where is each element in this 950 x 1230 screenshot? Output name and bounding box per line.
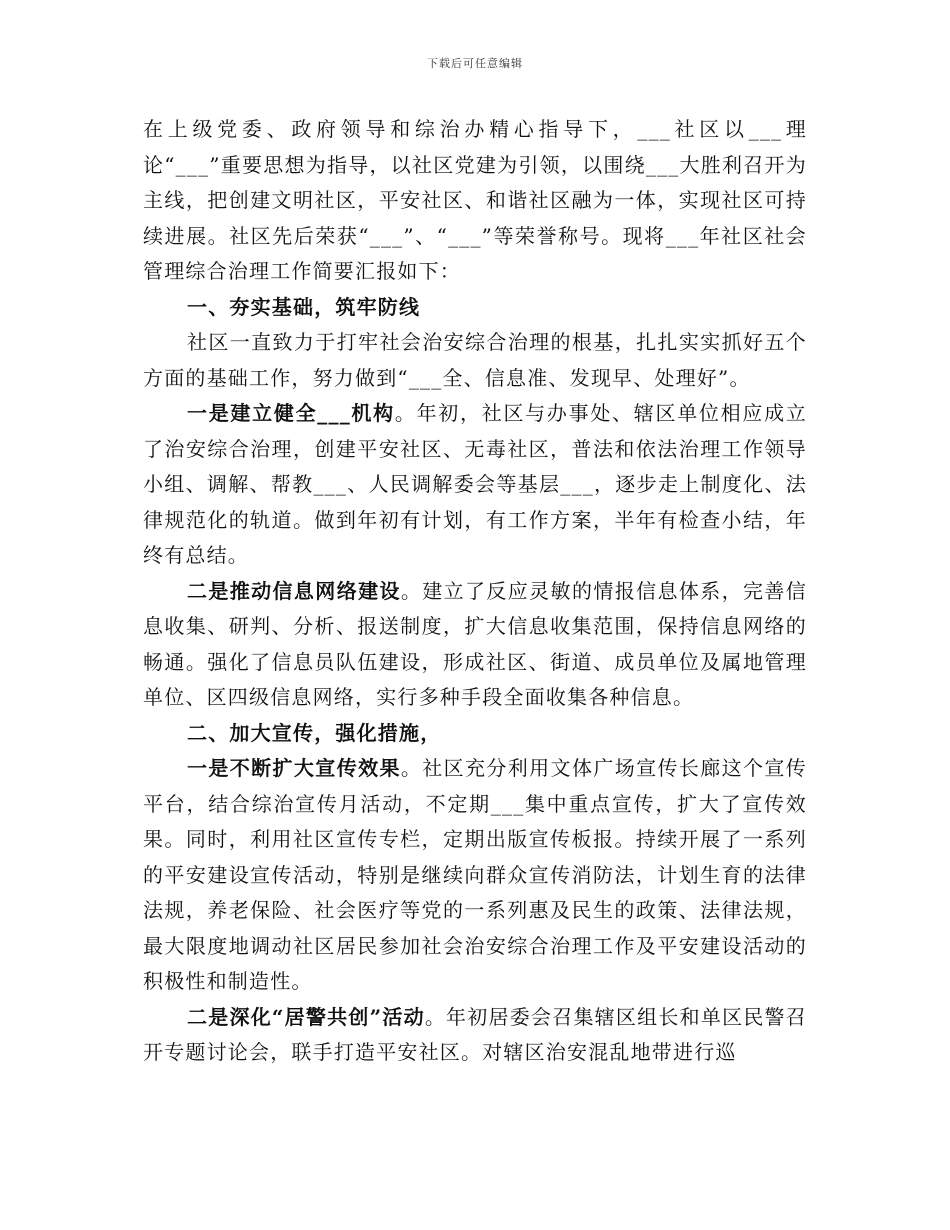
section-heading-2: 二、加大宣传，强化措施，	[187, 720, 442, 745]
paragraph-lead: 二是深化“居警共创”活动	[187, 1004, 425, 1029]
paragraph-text: 。建立了反应灵敏的情报信息体系，完善信息收集、研判、分析、报送制度，扩大信息收集范围，保持信息网络的畅通。强化了信息员队伍建设，形成社区、街道、成员单位及属地管理单位、区四级信息网络，实行多种手段全面收集各种信息。	[143, 578, 807, 709]
section-heading-1: 一、夯实基础，筑牢防线	[187, 294, 421, 319]
intro-paragraph: 在上级党委、政府领导和综治办精心指导下，___社区以___理论“___”重要思想为指导，以社区党建为引领，以围绕___大胜利召开为主线，把创建文明社区，平安社区、和谐社区融为一体，实现社区可持续进展。社区先后荣获“___”、“___”等荣誉称号。现将___年社区社会管理综合治理工作简要汇报如下：	[143, 117, 807, 283]
paragraph-lead: 一是不断扩大宣传效果	[187, 756, 401, 780]
paragraph-establish-institutions	[143, 396, 807, 574]
paragraph-information-network	[143, 574, 807, 716]
page-header: 下载后可任意编辑	[427, 57, 523, 70]
paragraph-text: 。年初居委会召集辖区组长和单区民警召开专题讨论会，联手打造平安社区。对辖区治安混乱地带进行巡	[143, 1004, 807, 1064]
document-body	[143, 112, 807, 1071]
paragraph-police-community	[143, 1000, 807, 1071]
paragraph-publicity-effect	[143, 751, 807, 1000]
paragraph-lead: 一是建立健全___机构	[187, 401, 395, 425]
paragraph-lead: 二是推动信息网络建设	[187, 578, 401, 603]
section-1-intro-paragraph: 社区一直致力于打牢社会治安综合治理的根基，扎扎实实抓好五个方面的基础工作，努力做到“___全、信息准、发现早、处理好”。	[143, 330, 807, 390]
paragraph-text: 。社区充分利用文体广场宣传长廊这个宣传平台，结合综治宣传月活动，不定期___集中重点宣传，扩大了宣传效果。同时，利用社区宣传专栏，定期出版宣传板报。持续开展了一系列的平安建设宣传活动，特别是继续向群众宣传消防法，计划生育的法律法规，养老保险、社会医疗等党的一系列惠及民生的政策、法律法规，最大限度地调动社区居民参加社会治安综合治理工作及平安建设活动的积极性和制造性。	[143, 756, 807, 993]
paragraph-text: 。年初，社区与办事处、辖区单位相应成立了治安综合治理，创建平安社区、无毒社区，普法和依法治理工作领导小组、调解、帮教___、人民调解委会等基层___，逐步走上制度化、法律规范化的轨道。做到年初有计划，有工作方案，半年有检查小结，年终有总结。	[143, 401, 807, 567]
